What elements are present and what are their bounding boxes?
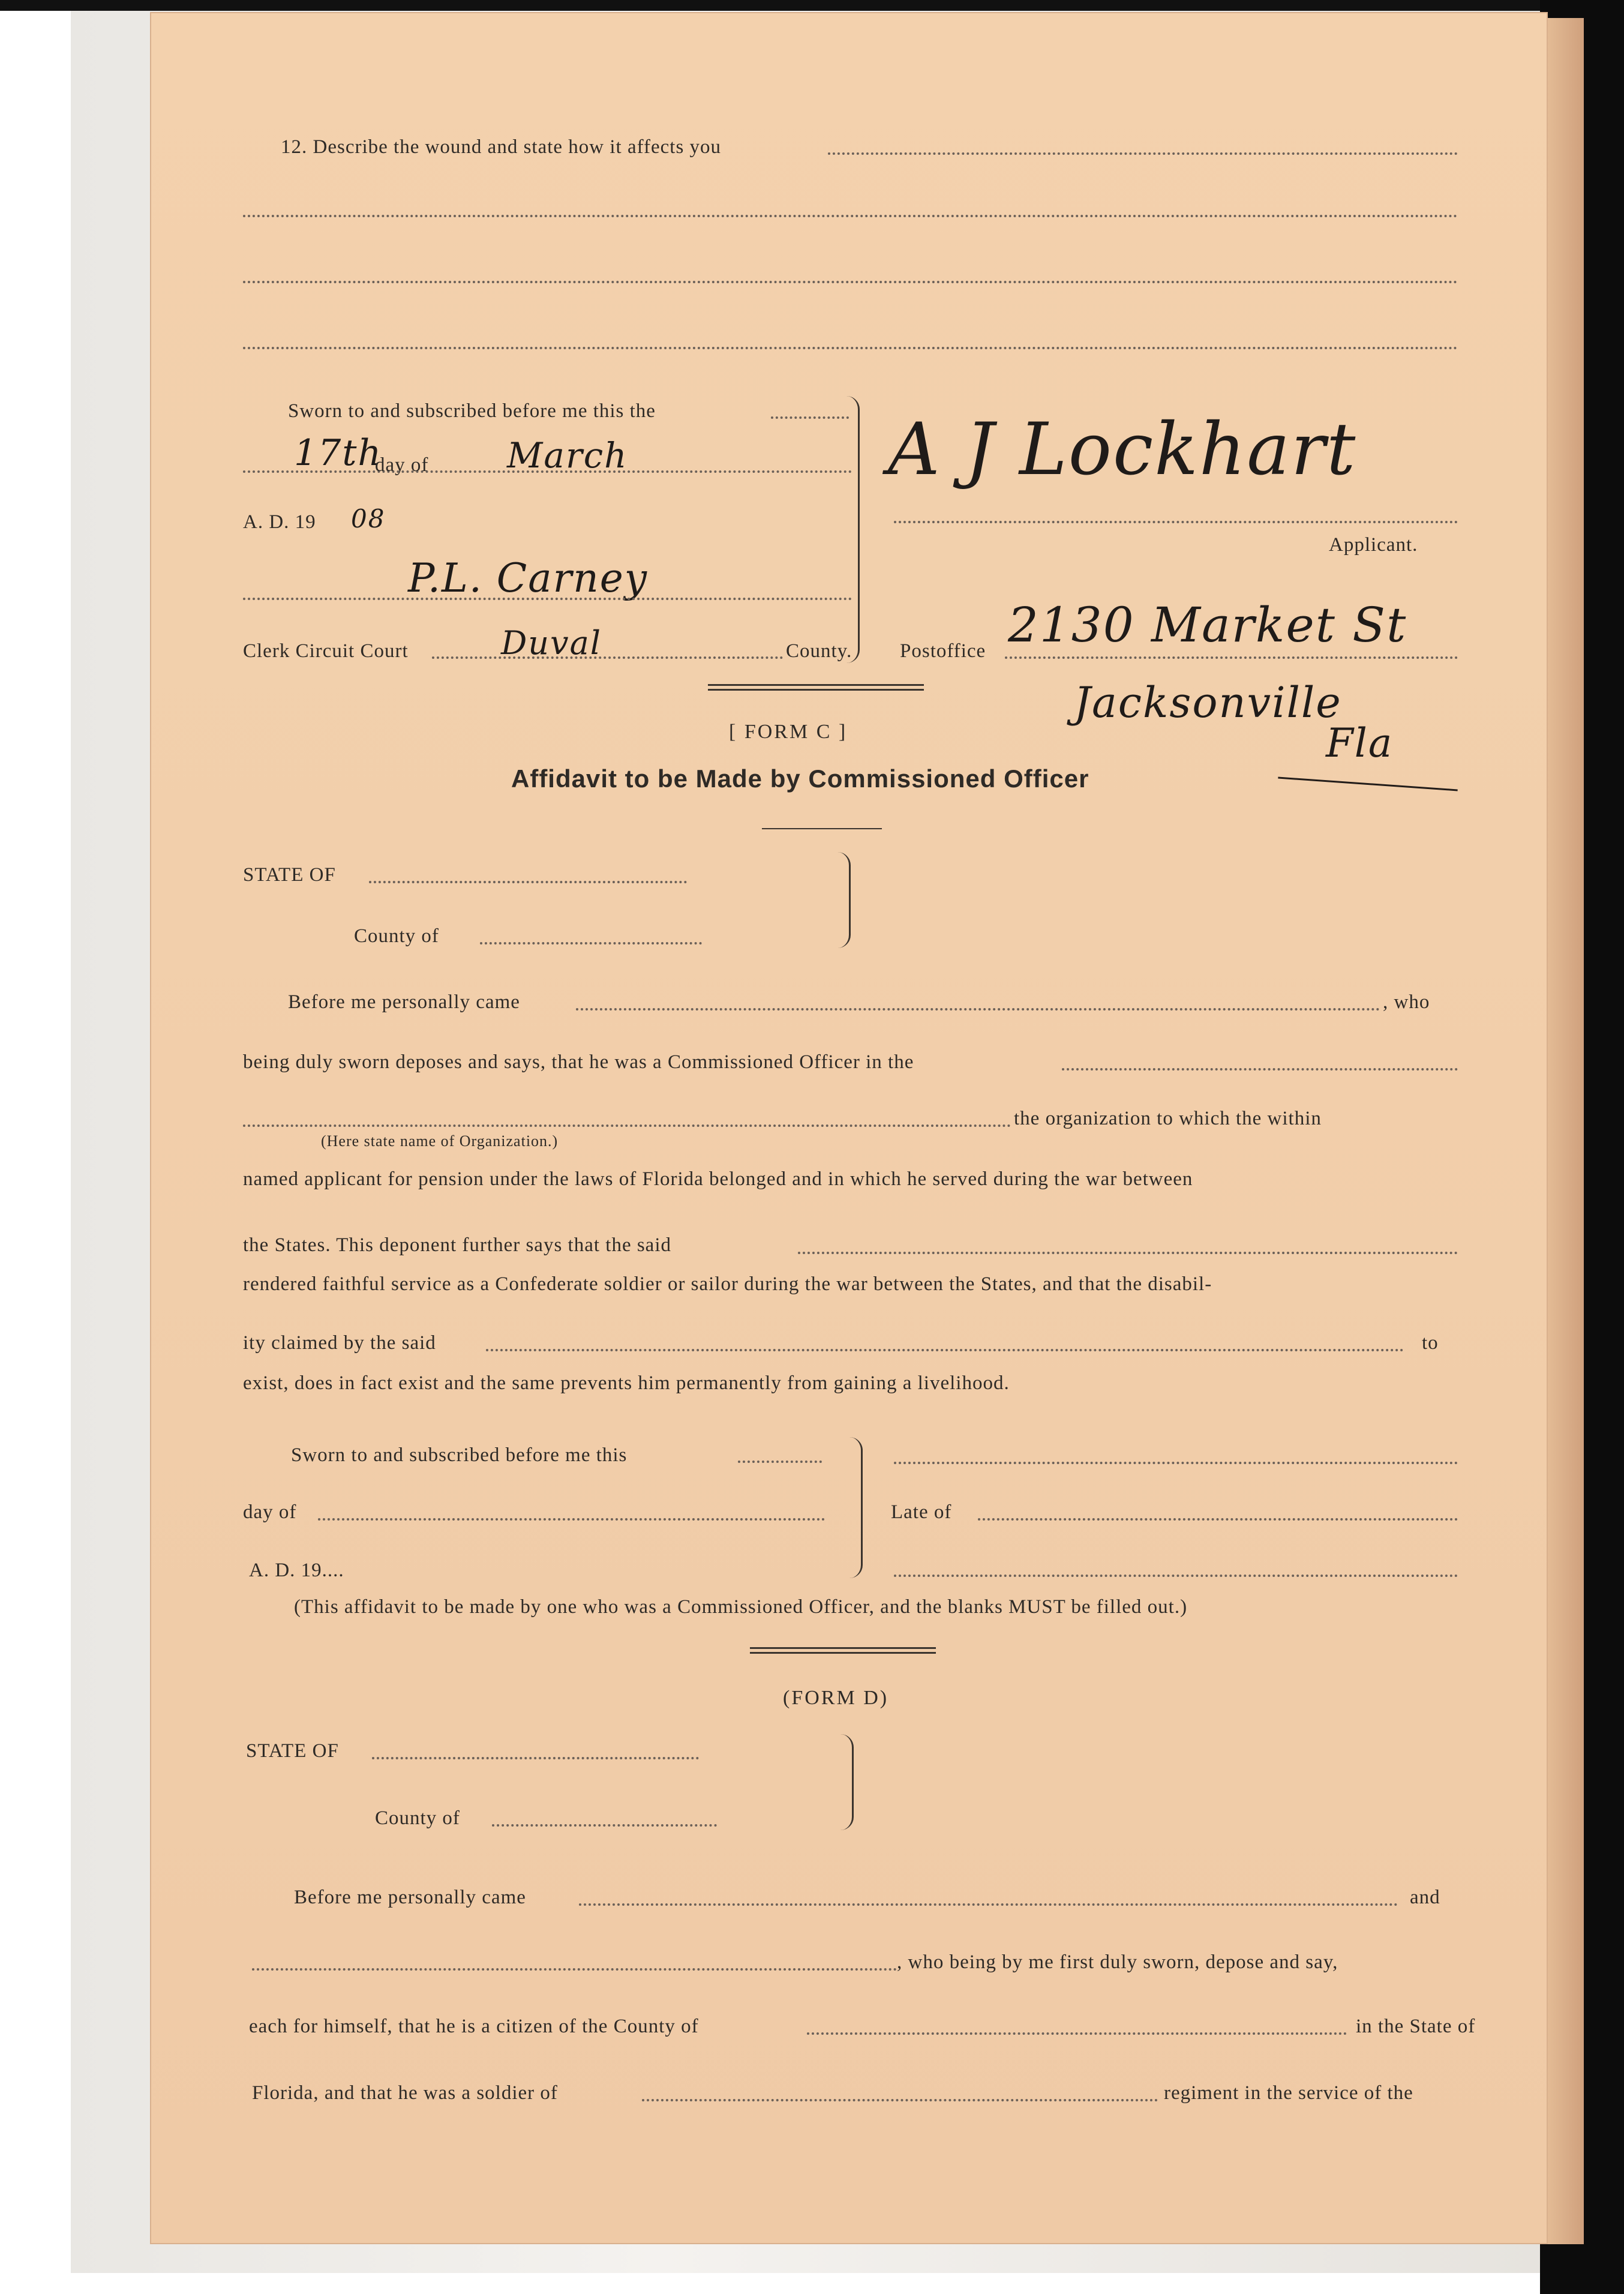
answer-line-2	[243, 277, 1458, 283]
form-d-p3-blank	[807, 2029, 1347, 2035]
form-c-ad: A. D. 19....	[249, 1560, 344, 1581]
handwritten-year: 08	[351, 504, 386, 533]
applicant-signature: A J Lockhart	[888, 408, 1357, 491]
form-c-label: [ FORM C ]	[729, 721, 848, 743]
form-c-p3-note: (Here state name of Organization.)	[321, 1132, 559, 1150]
applicant-line	[894, 517, 1458, 523]
form-d-rule-bottom	[750, 1652, 936, 1654]
handwritten-county: Duval	[501, 624, 602, 662]
form-d-state-label: STATE OF	[246, 1740, 339, 1762]
sworn-line: Sworn to and subscribed before me this the	[288, 400, 656, 422]
form-d-state-blank	[372, 1753, 699, 1759]
answer-line-1	[243, 211, 1458, 217]
page-edge	[1548, 18, 1584, 2244]
form-d-county-blank	[492, 1821, 717, 1827]
form-c-p3-blank	[243, 1121, 1011, 1127]
form-c-p8: exist, does in fact exist and the same prevents him permanently from gaining a livelihood.	[243, 1372, 1010, 1394]
form-c-day-blank	[318, 1515, 825, 1521]
form-d-rule-top	[750, 1647, 936, 1649]
form-d-p2-end: , who being by me first duly sworn, depose and say,	[897, 1951, 1338, 1973]
form-d-p1: Before me personally came	[294, 1887, 526, 1908]
brace-divider	[840, 396, 860, 663]
applicant-label: Applicant.	[1329, 534, 1418, 556]
form-c-note: (This affidavit to be made by one who was a Commissioned Officer, and the blanks MUST be filled out.)	[294, 1596, 1188, 1618]
form-d-p4-blank	[642, 2095, 1158, 2101]
form-c-county-blank	[480, 938, 702, 944]
form-c-p7: ity claimed by the said	[243, 1332, 436, 1354]
form-d-county-label: County of	[375, 1807, 460, 1829]
form-d-p1-end: and	[1410, 1887, 1440, 1908]
form-c-sworn: Sworn to and subscribed before me this	[291, 1444, 628, 1466]
clerk-signature-line	[243, 594, 852, 600]
handwritten-postoffice: 2130 Market St	[1008, 597, 1407, 653]
postoffice-blank	[1005, 653, 1458, 659]
double-rule-top	[708, 684, 924, 686]
form-c-p7-end: to	[1422, 1332, 1439, 1354]
form-d-p2-blank	[252, 1965, 897, 1971]
form-c-sworn-blank	[738, 1457, 822, 1463]
question-12-label: 12. Describe the wound and state how it affects you	[281, 136, 722, 158]
form-d-brace	[834, 1734, 854, 1830]
form-c-p7-blank	[486, 1345, 1404, 1351]
form-c-p3-end: the organization to which the within	[1014, 1108, 1322, 1129]
day-of-label: day of	[375, 454, 429, 476]
form-d-p4: Florida, and that he was a soldier of	[252, 2082, 558, 2104]
form-c-p4: named applicant for pension under the laws of Florida belonged and in which he served during the war between	[243, 1168, 1193, 1190]
form-c-state-blank	[369, 877, 687, 883]
county-blank	[432, 653, 783, 659]
form-c-late-of-blank	[978, 1515, 1458, 1521]
form-c-p1: Before me personally came	[288, 991, 520, 1013]
pension-form-page	[150, 12, 1548, 2244]
sworn-blank	[771, 413, 849, 419]
form-d-p3: each for himself, that he is a citizen of the County of	[249, 2016, 699, 2037]
form-c-late-of-blank-2	[894, 1571, 1458, 1577]
form-c-state-label: STATE OF	[243, 864, 336, 886]
title-underline	[762, 828, 882, 829]
question-12-blank	[828, 149, 1458, 155]
double-rule-bottom	[708, 689, 924, 691]
form-c-brace	[831, 852, 851, 948]
form-d-p4-end: regiment in the service of the	[1164, 2082, 1413, 2104]
handwritten-city: Jacksonville	[1074, 678, 1342, 727]
form-c-late-of: Late of	[891, 1501, 952, 1523]
form-d-label: (FORM D)	[783, 1687, 889, 1709]
county-label: County.	[786, 640, 852, 662]
form-c-title: Affidavit to be Made by Commissioned Officer	[511, 764, 1089, 793]
form-d-p3-end: in the State of	[1356, 2016, 1476, 2037]
postoffice-label: Postoffice	[900, 640, 986, 662]
ad-year-label: A. D. 19	[243, 511, 316, 533]
answer-line-3	[243, 343, 1458, 349]
clerk-signature: P.L. Carney	[408, 555, 649, 601]
form-c-county-label: County of	[354, 925, 439, 947]
handwritten-day: 17th	[294, 432, 383, 474]
form-c-p1-end: , who	[1383, 991, 1430, 1013]
form-c-p5: the States. This deponent further says that the said	[243, 1234, 671, 1256]
scan-top-border	[0, 0, 1624, 11]
clerk-label: Clerk Circuit Court	[243, 640, 409, 662]
form-c-p2: being duly sworn deposes and says, that he was a Commissioned Officer in the	[243, 1051, 914, 1073]
handwritten-flourish	[1278, 777, 1457, 791]
form-c-p2-blank	[1062, 1064, 1458, 1070]
handwritten-month: March	[507, 435, 628, 476]
form-c-sworn-brace	[843, 1437, 863, 1578]
form-c-p6: rendered faithful service as a Confederate soldier or sailor during the war between the States, and that the disabil-	[243, 1273, 1212, 1295]
form-c-p5-blank	[798, 1248, 1458, 1254]
form-d-p1-blank	[579, 1900, 1398, 1906]
form-c-officer-signature-line	[894, 1458, 1458, 1464]
form-c-day-label: day of	[243, 1501, 297, 1523]
form-c-p1-blank	[576, 1004, 1380, 1010]
handwritten-state: Fla	[1326, 720, 1394, 766]
